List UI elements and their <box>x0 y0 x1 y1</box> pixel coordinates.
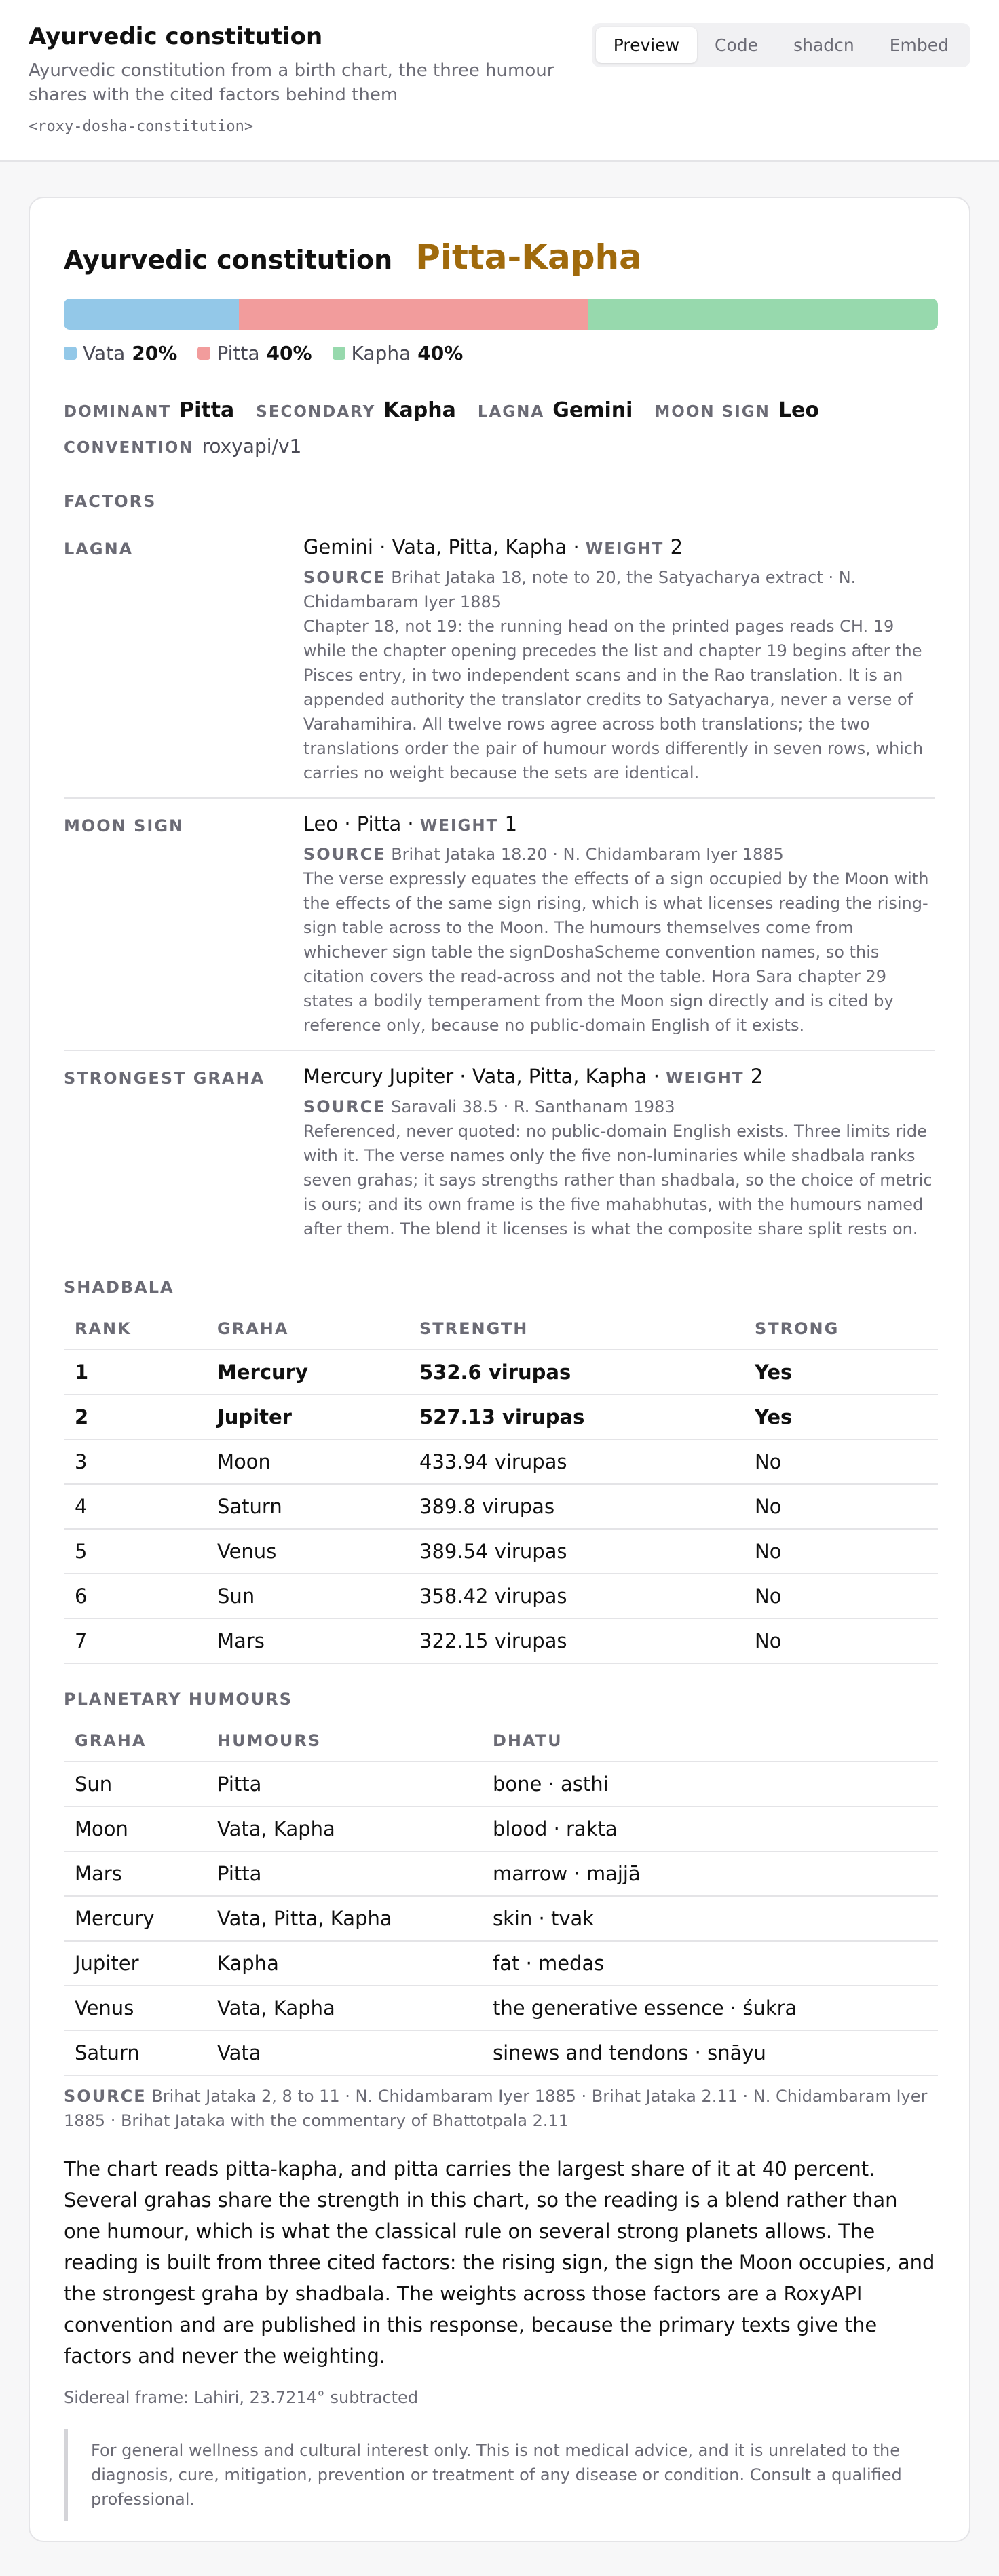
factor-source-text: Brihat Jataka 18.20 · N. Chidambaram Iyer 1885 <box>391 845 784 864</box>
factor-weight: 2 <box>670 535 683 558</box>
meta-dominant-label: DOMINANT <box>64 403 172 421</box>
humours-row <box>64 1896 938 1941</box>
factor-head-text: Gemini · Vata, Pitta, Kapha · <box>303 535 586 558</box>
page-subtitle: Ayurvedic constitution from a birth chart, the three humour shares with the cited factors behind them <box>29 60 554 105</box>
source-label: SOURCE <box>64 2087 147 2106</box>
share-segment-kapha <box>588 299 938 330</box>
disclaimer: For general wellness and cultural interest only. This is not medical advice, and it is unrelated to the diagnosis, cure, mitigation, prevention or treatment of any disease or condition. Consult a qualified professional. <box>64 2429 935 2521</box>
shadbala-cell-graha: Saturn <box>206 1484 409 1529</box>
col-strong: STRONG <box>744 1308 938 1350</box>
shadbala-row <box>64 1529 938 1574</box>
tab-embed[interactable]: Embed <box>889 35 949 55</box>
shadbala-header-row <box>64 1308 938 1350</box>
legend-pct-vata: 20% <box>132 342 178 364</box>
shadbala-cell-graha: Moon <box>206 1439 409 1484</box>
shadbala-cell-strong: No <box>744 1618 938 1663</box>
factor-head-text: Mercury Jupiter · Vata, Pitta, Kapha · <box>303 1065 666 1088</box>
factors-list <box>64 522 935 1253</box>
humours-cell-humours: Pitta <box>206 1851 482 1896</box>
meta-convention <box>64 435 301 462</box>
legend-swatch-vata <box>64 347 77 360</box>
meta-moon-sign <box>654 398 819 425</box>
weight-label: WEIGHT <box>419 817 499 835</box>
factor-source-text: Brihat Jataka 18, note to 20, the Satyacharya extract · N. Chidambaram Iyer 1885 <box>303 568 856 611</box>
constitution-card <box>29 197 970 2542</box>
humours-table <box>64 1720 938 2076</box>
source-label: SOURCE <box>303 845 386 864</box>
view-tabs <box>592 23 970 67</box>
sidereal-frame: Sidereal frame: Lahiri, 23.7214° subtracted <box>64 2388 419 2407</box>
shadbala-cell-strong: Yes <box>744 1395 938 1439</box>
factor-name: LAGNA <box>64 539 134 558</box>
humours-cell-graha: Venus <box>64 1986 206 2030</box>
factor-source-text: Saravali 38.5 · R. Santhanam 1983 <box>391 1097 675 1116</box>
factor-name: MOON SIGN <box>64 816 185 835</box>
shadbala-cell-graha: Jupiter <box>206 1395 409 1439</box>
humours-cell-graha: Jupiter <box>64 1941 206 1986</box>
factor-weight: 1 <box>504 812 518 835</box>
share-segment-pitta <box>239 299 588 330</box>
shadbala-cell-strong: Yes <box>744 1350 938 1395</box>
humours-cell-humours: Vata, Kapha <box>206 1986 482 2030</box>
humours-source-text: Brihat Jataka 2, 8 to 11 · N. Chidambaram Iyer 1885 · Brihat Jataka 2.11 · N. Chidambaram Iyer 1885 · Brihat Jataka with the commentary of Bhattotpala 2.11 <box>64 2087 928 2130</box>
shadbala-row <box>64 1574 938 1618</box>
legend-pct-kapha: 40% <box>417 342 464 364</box>
page-header <box>0 0 999 162</box>
legend-name-vata: Vata <box>83 342 126 364</box>
shadbala-cell-rank: 2 <box>64 1395 206 1439</box>
humours-cell-humours: Vata <box>206 2030 482 2075</box>
shadbala-cell-strong: No <box>744 1574 938 1618</box>
col-rank: RANK <box>64 1308 206 1350</box>
humours-cell-dhatu: blood · rakta <box>482 1806 938 1851</box>
shadbala-cell-graha: Sun <box>206 1574 409 1618</box>
humours-row <box>64 1986 938 2030</box>
shadbala-cell-rank: 7 <box>64 1618 206 1663</box>
humours-cell-humours: Kapha <box>206 1941 482 1986</box>
shadbala-cell-graha: Mercury <box>206 1350 409 1395</box>
legend-name-kapha: Kapha <box>351 342 411 364</box>
shadbala-row <box>64 1395 938 1439</box>
factor-moon-sign <box>64 799 935 1051</box>
constitution-result: Pitta-Kapha <box>415 238 642 277</box>
shadbala-cell-rank: 3 <box>64 1439 206 1484</box>
tab-preview[interactable]: Preview <box>596 27 697 63</box>
factor-head <box>303 1065 935 1088</box>
share-segment-vata <box>64 299 239 330</box>
constitution-summary: The chart reads pitta-kapha, and pitta carries the largest share of it at 40 percent. Several grahas share the strength in this chart, so the reading is a blend rather than one humour, which is what the classical rule on several strong planets allows. The reading is built from three cited factors: the rising sign, the sign the Moon occupies, and the strongest graha by shadbala. The weights across those factors are a RoxyAPI convention and are published in this response, because the primary texts give the factors and never the weighting. <box>64 2157 935 2368</box>
page-title: Ayurvedic constitution <box>29 23 323 50</box>
col-graha: GRAHA <box>64 1720 206 1762</box>
factor-name: STRONGEST GRAHA <box>64 1069 265 1088</box>
shadbala-row <box>64 1439 938 1484</box>
meta-lagna-value: Gemini <box>552 398 633 422</box>
dosha-legend <box>64 342 935 364</box>
dosha-share-bar <box>64 299 938 330</box>
factor-head <box>303 535 935 558</box>
shadbala-cell-strong: No <box>744 1439 938 1484</box>
tab-shadcn[interactable]: shadcn <box>793 35 854 55</box>
humours-cell-humours: Vata, Kapha <box>206 1806 482 1851</box>
col-graha: GRAHA <box>206 1308 409 1350</box>
factor-body <box>303 1065 935 1241</box>
shadbala-cell-rank: 1 <box>64 1350 206 1395</box>
factor-body <box>303 535 935 785</box>
shadbala-row <box>64 1350 938 1395</box>
shadbala-cell-strength: 433.94 virupas <box>409 1439 744 1484</box>
shadbala-cell-rank: 5 <box>64 1529 206 1574</box>
meta-lagna-label: LAGNA <box>477 403 545 421</box>
factor-head-text: Leo · Pitta · <box>303 812 420 835</box>
tab-code[interactable]: Code <box>715 35 759 55</box>
factor-note: Chapter 18, not 19: the running head on the printed pages reads CH. 19 while the chapter opening precedes the list and chapter 19 begins after the Pisces entry, in two independent scans and in the Rao translation. It is an appended authority the translator credits to Satyacharya, never a verse of Varahamihira. All twelve rows agree across both translations; the two translations order the pair of humour words differently in seven rows, which carries no weight because the sets are identical. <box>303 617 924 782</box>
legend-item-pitta <box>197 342 312 364</box>
meta-dominant <box>64 398 234 425</box>
humours-cell-humours: Pitta <box>206 1762 482 1806</box>
humours-source <box>64 2084 935 2133</box>
shadbala-row <box>64 1618 938 1663</box>
col-humours: HUMOURS <box>206 1720 482 1762</box>
legend-pct-pitta: 40% <box>266 342 312 364</box>
legend-name-pitta: Pitta <box>216 342 260 364</box>
factor-weight: 2 <box>750 1065 764 1088</box>
meta-secondary <box>256 398 456 425</box>
constitution-meta <box>64 398 938 462</box>
shadbala-cell-strength: 389.54 virupas <box>409 1529 744 1574</box>
humours-cell-humours: Vata, Pitta, Kapha <box>206 1896 482 1941</box>
legend-swatch-pitta <box>197 347 210 360</box>
factor-strongest-graha <box>64 1051 935 1253</box>
legend-swatch-kapha <box>333 347 345 360</box>
humours-cell-graha: Saturn <box>64 2030 206 2075</box>
factor-body <box>303 812 935 1038</box>
shadbala-cell-strength: 322.15 virupas <box>409 1618 744 1663</box>
factor-source <box>303 565 935 614</box>
meta-secondary-label: SECONDARY <box>256 403 376 421</box>
factor-source <box>303 1095 935 1119</box>
humours-cell-dhatu: the generative essence · śukra <box>482 1986 938 2030</box>
meta-convention-value: roxyapi/v1 <box>202 435 302 457</box>
factor-note: Referenced, never quoted: no public-domain English exists. Three limits ride with it. The verse names only the five non-luminaries while shadbala ranks seven grahas; it says strengths rather than shadbala, so the choice of metric is ours; and its own frame is the five mahabhutas, with the humours named after them. The blend it licenses is what the composite share split rests on. <box>303 1122 932 1238</box>
meta-moon-label: MOON SIGN <box>654 403 770 421</box>
humours-cell-graha: Mercury <box>64 1896 206 1941</box>
shadbala-cell-rank: 6 <box>64 1574 206 1618</box>
humours-cell-dhatu: fat · medas <box>482 1941 938 1986</box>
shadbala-cell-strong: No <box>744 1484 938 1529</box>
shadbala-cell-strength: 532.6 virupas <box>409 1350 744 1395</box>
factors-title: FACTORS <box>64 492 157 511</box>
humours-cell-dhatu: skin · tvak <box>482 1896 938 1941</box>
shadbala-title: SHADBALA <box>64 1278 174 1297</box>
factor-head <box>303 812 935 835</box>
shadbala-cell-strong: No <box>744 1529 938 1574</box>
humours-cell-graha: Mars <box>64 1851 206 1896</box>
humours-title: PLANETARY HUMOURS <box>64 1690 293 1709</box>
humours-row <box>64 1851 938 1896</box>
component-tag: <roxy-dosha-constitution> <box>29 118 254 135</box>
col-dhatu: DHATU <box>482 1720 938 1762</box>
factor-source <box>303 842 935 867</box>
card-title-row <box>64 238 935 277</box>
humours-cell-graha: Sun <box>64 1762 206 1806</box>
weight-label: WEIGHT <box>666 1069 744 1087</box>
legend-item-vata <box>64 342 177 364</box>
shadbala-cell-rank: 4 <box>64 1484 206 1529</box>
humours-row <box>64 1762 938 1806</box>
meta-secondary-value: Kapha <box>383 398 456 422</box>
humours-row <box>64 1806 938 1851</box>
factor-lagna <box>64 522 935 799</box>
meta-dominant-value: Pitta <box>179 398 235 422</box>
factor-note: The verse expressly equates the effects of a sign occupied by the Moon with the effects of the same sign rising, which is what licenses reading the rising-sign table across to the Moon. The humours themselves come from whichever sign table the signDoshaScheme convention names, so this citation covers the read-across and not the table. Hora Sara chapter 29 states a bodily temperament from the Moon sign directly and is cited by reference only, because no public-domain English of it exists. <box>303 869 929 1035</box>
shadbala-cell-strength: 389.8 virupas <box>409 1484 744 1529</box>
shadbala-cell-strength: 358.42 virupas <box>409 1574 744 1618</box>
humours-cell-dhatu: bone · asthi <box>482 1762 938 1806</box>
source-label: SOURCE <box>303 568 386 587</box>
shadbala-cell-strength: 527.13 virupas <box>409 1395 744 1439</box>
humours-cell-graha: Moon <box>64 1806 206 1851</box>
col-strength: STRENGTH <box>409 1308 744 1350</box>
humours-cell-dhatu: marrow · majjā <box>482 1851 938 1896</box>
shadbala-row <box>64 1484 938 1529</box>
humours-row <box>64 2030 938 2075</box>
humours-header-row <box>64 1720 938 1762</box>
legend-item-kapha <box>333 342 464 364</box>
weight-label: WEIGHT <box>585 540 664 558</box>
shadbala-table <box>64 1308 938 1664</box>
meta-moon-value: Leo <box>778 398 819 422</box>
source-label: SOURCE <box>303 1097 386 1116</box>
meta-convention-label: CONVENTION <box>64 439 194 457</box>
shadbala-cell-graha: Venus <box>206 1529 409 1574</box>
shadbala-cell-graha: Mars <box>206 1618 409 1663</box>
humours-row <box>64 1941 938 1986</box>
meta-lagna <box>478 398 633 425</box>
humours-cell-dhatu: sinews and tendons · snāyu <box>482 2030 938 2075</box>
card-title: Ayurvedic constitution <box>64 245 393 275</box>
